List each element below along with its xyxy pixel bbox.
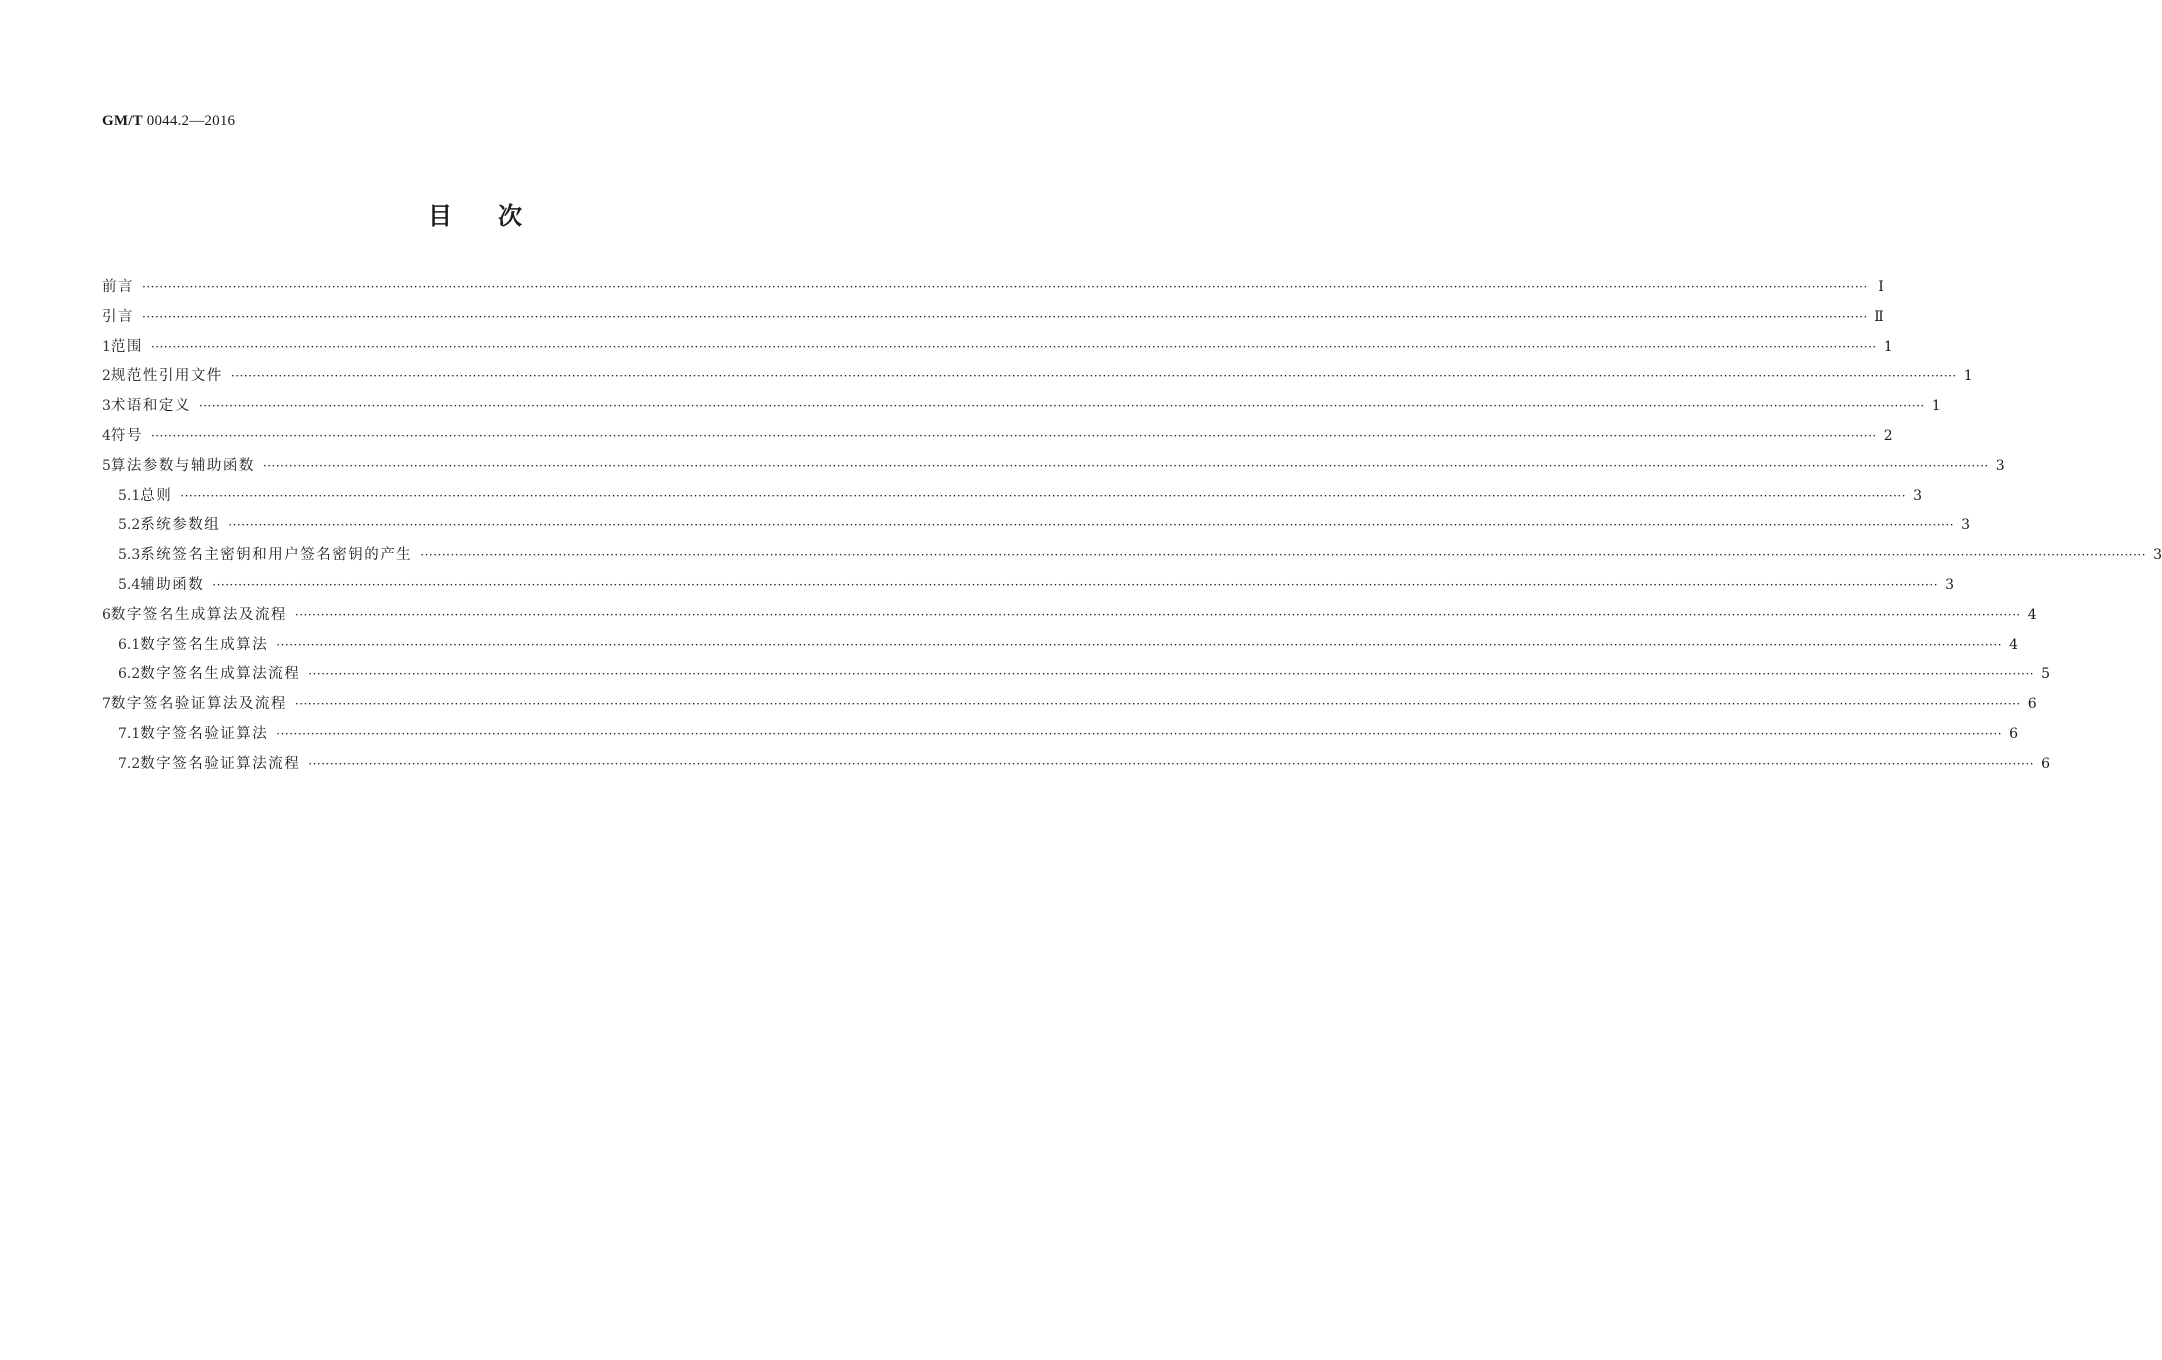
toc-entry[interactable] [102, 303, 1884, 333]
toc-leader-dots: ················································································································································································································································································································································································································ [180, 488, 1907, 503]
toc-entry-number: 5 [102, 457, 111, 474]
toc-entry[interactable] [102, 511, 1971, 541]
toc-entry-page: 3 [1945, 576, 1955, 593]
toc-leader-dots: ················································································································································································································································································································································································································ [276, 726, 2003, 741]
toc-entry[interactable] [102, 362, 1973, 392]
toc-entry-number: 7.2 [118, 755, 141, 772]
toc-leader-dots: ················································································································································································································································································································································································································ [308, 756, 2035, 771]
toc-leader-dots: ················································································································································································································································································································································································································ [198, 399, 1925, 414]
toc-entry-label: 数字签名生成算法及流程 [110, 606, 287, 623]
toc-entry[interactable] [102, 660, 2051, 690]
toc-entry[interactable] [102, 392, 1941, 422]
toc-entry-page: 2 [1883, 427, 1893, 444]
toc-entry[interactable] [102, 690, 2037, 720]
toc-leader-dots: ················································································································································································································································································································································································································ [262, 458, 1989, 473]
toc-leader-dots: ················································································································································································································································································································································································································ [230, 369, 1957, 384]
toc-entry-page: Ⅰ [1878, 279, 1884, 295]
toc-entry-label: 算法参数与辅助函数 [110, 457, 255, 474]
toc-entry-number: 4 [102, 427, 111, 444]
toc-entry[interactable] [102, 720, 2019, 750]
toc-entry-number: 5.4 [118, 576, 141, 593]
toc-entry-page: 5 [2041, 666, 2051, 683]
toc-entry-label: 规范性引用文件 [110, 368, 223, 385]
toc-entry-page: 3 [1961, 517, 1971, 534]
toc-leader-dots: ················································································································································································································································································································································································································ [212, 577, 1939, 592]
toc-entry[interactable] [102, 631, 2019, 661]
toc-entry-number: 7.1 [118, 725, 141, 742]
toc-entry-page: 6 [2041, 755, 2051, 772]
toc-leader-dots: ················································································································································································································································································································································································································ [294, 607, 2021, 622]
toc-entry[interactable] [102, 482, 1923, 512]
toc-entry-label: 辅助函数 [140, 576, 205, 593]
toc-entry-number: 1 [102, 338, 111, 355]
toc-entry-number: 6.1 [118, 636, 141, 653]
toc-entry-label: 总则 [140, 487, 173, 504]
toc-entry-label: 引言 [102, 308, 134, 325]
toc-title: 目次 [428, 202, 568, 230]
toc-entry-label: 数字签名生成算法流程 [140, 666, 301, 683]
toc-entry-number: 5.3 [118, 547, 141, 564]
toc-entry[interactable] [102, 571, 1955, 601]
toc-entry[interactable] [102, 422, 1893, 452]
table-of-contents [102, 273, 2162, 780]
toc-entry-number: 3 [102, 398, 111, 415]
toc-leader-dots: ················································································································································································································································································································································································································ [142, 280, 1868, 294]
toc-leader-dots: ················································································································································································································································································································································································································ [150, 339, 1877, 354]
toc-entry-label: 系统签名主密钥和用户签名密钥的产生 [140, 547, 413, 564]
standard-prefix: GM/T [102, 113, 143, 129]
toc-leader-dots: ················································································································································································································································································································································································································ [228, 518, 1955, 533]
toc-entry[interactable] [102, 541, 2162, 571]
toc-entry-label: 前言 [102, 279, 134, 295]
toc-entry-page: 4 [2009, 636, 2019, 653]
toc-entry-label: 数字签名验证算法流程 [140, 755, 301, 772]
toc-entry-label: 符号 [110, 427, 143, 444]
toc-entry[interactable] [102, 273, 1884, 303]
toc-leader-dots: ················································································································································································································································································································································································································ [420, 548, 2147, 563]
toc-entry-number: 6.2 [118, 666, 141, 683]
toc-entry-page: 3 [2153, 547, 2162, 564]
toc-entry-page: 6 [2027, 696, 2037, 713]
standard-number: 0044.2—2016 [146, 113, 236, 129]
toc-entry-number: 2 [102, 368, 111, 385]
toc-leader-dots: ················································································································································································································································································································································································································ [308, 667, 2035, 682]
toc-leader-dots: ················································································································································································································································································································································································································ [294, 697, 2021, 712]
toc-entry-page: 3 [1913, 487, 1923, 504]
toc-entry-page: 4 [2027, 606, 2037, 623]
toc-entry[interactable] [102, 333, 1893, 363]
toc-entry-page: 1 [1883, 338, 1893, 355]
toc-entry-page: 3 [1995, 457, 2005, 474]
toc-entry-number: 6 [102, 606, 111, 623]
toc-entry-page: 1 [1963, 368, 1973, 385]
toc-entry-label: 数字签名验证算法及流程 [110, 696, 287, 713]
toc-entry-label: 数字签名验证算法 [140, 725, 269, 742]
toc-leader-dots: ················································································································································································································································································································································································································ [276, 637, 2003, 652]
toc-entry-page: 1 [1931, 398, 1941, 415]
toc-entry-label: 术语和定义 [110, 398, 191, 415]
toc-entry[interactable] [102, 452, 2005, 482]
toc-entry-number: 5.2 [118, 517, 141, 534]
toc-entry[interactable] [102, 601, 2037, 631]
document-code [102, 113, 235, 130]
toc-entry-number: 5.1 [118, 487, 141, 504]
toc-entry[interactable] [102, 750, 2051, 780]
toc-entry-page: 6 [2009, 725, 2019, 742]
toc-leader-dots: ················································································································································································································································································································································································································ [150, 428, 1877, 443]
toc-entry-page: Ⅱ [1874, 308, 1884, 325]
toc-entry-label: 系统参数组 [140, 517, 221, 534]
toc-entry-number: 7 [102, 696, 111, 713]
toc-entry-label: 数字签名生成算法 [140, 636, 269, 653]
toc-entry-label: 范围 [110, 338, 143, 355]
toc-leader-dots: ················································································································································································································································································································································································································ [142, 309, 1868, 324]
